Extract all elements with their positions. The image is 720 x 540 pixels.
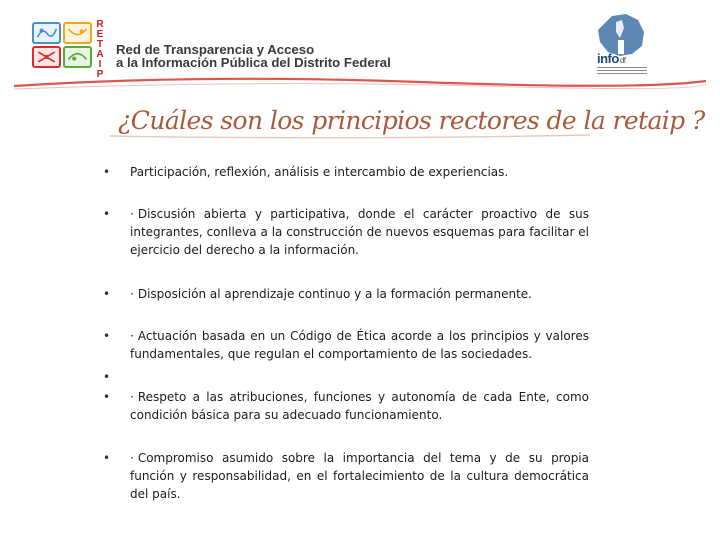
list-item-text: · Discusión abierta y participativa, donde el carácter proactivo de sus integrantes, conlleva a la construcción de nuevos esquemas para facilitar el ejercicio del derecho a la información. [130, 207, 589, 257]
list-item-text: · Actuación basada en un Código de Ética acorde a los principios y valores fundamentales, que regulan el comportamiento de las sociedades. [130, 329, 589, 361]
bullet-icon: • [103, 390, 111, 404]
inline-bullet-icon: · [130, 207, 134, 221]
inline-bullet-icon: · [130, 390, 134, 404]
retaip-logo-blue-tile [32, 22, 61, 44]
retaip-vertical-wordmark [94, 20, 106, 80]
retaip-letter: I [98, 59, 102, 70]
info-df-logo-wordmark [597, 51, 626, 66]
retaip-letter: R [96, 19, 104, 30]
retaip-letter: P [96, 69, 104, 80]
title-underline [110, 131, 590, 141]
info-logo-word: info [597, 51, 619, 66]
list-item-text: · Compromiso asumido sobre la importancia del tema y de su propia función y responsabilidad, en el fortalecimiento de la cultura democrática del país. [130, 451, 589, 501]
list-item-text: · Respeto a las atribuciones, funciones y autonomía de cada Ente, como condición básica para su adecuado funcionamiento. [130, 390, 589, 422]
bullet-icon: • [103, 287, 111, 301]
bullet-icon: • [103, 165, 111, 179]
header-divider-swoosh [0, 69, 720, 98]
retaip-logo-green-tile [63, 46, 92, 68]
retaip-letter: E [96, 29, 104, 40]
retaip-logo [32, 22, 92, 68]
info-logo-suffix: df [619, 56, 626, 65]
inline-bullet-icon: · [130, 329, 134, 343]
bullet-icon: • [103, 329, 111, 343]
page-title: ¿Cuáles son los principios rectores de la retaip ? [118, 106, 705, 135]
bullet-icon: • [103, 370, 111, 384]
retaip-letter: A [96, 49, 104, 60]
inline-bullet-icon: · [130, 451, 134, 465]
inline-bullet-icon: · [130, 287, 134, 301]
retaip-logo-orange-tile [63, 22, 92, 44]
organization-name [116, 43, 391, 69]
organization-name-line-1: Red de Transparencia y Acceso [116, 42, 315, 57]
list-item-text: · Disposición al aprendizaje continuo y a la formación permanente. [130, 287, 532, 301]
organization-name-line-2: a la Información Pública del Distrito Federal [116, 55, 391, 70]
retaip-logo-red-tile [32, 46, 61, 68]
retaip-letter: T [96, 39, 104, 50]
list-item-text: Participación, reflexión, análisis e intercambio de experiencias. [130, 165, 509, 179]
bullet-icon: • [103, 207, 111, 221]
bullet-icon: • [103, 451, 111, 465]
